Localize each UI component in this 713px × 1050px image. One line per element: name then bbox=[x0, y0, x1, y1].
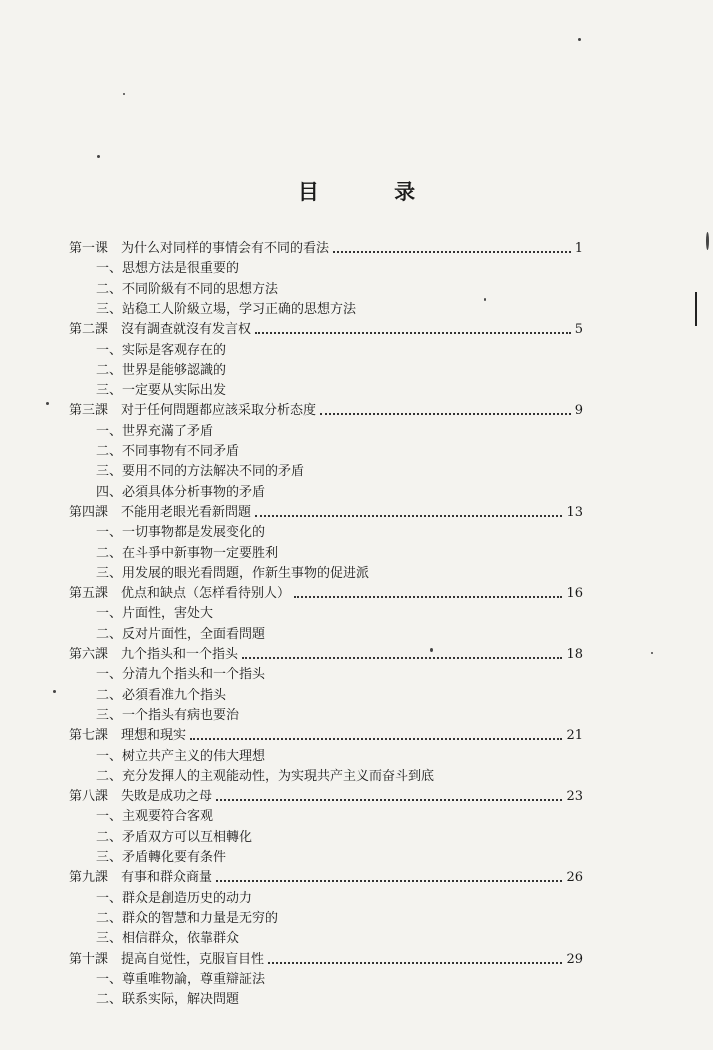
chapter-number: 第十課 bbox=[69, 951, 109, 967]
chapter-number: 第九課 bbox=[69, 870, 109, 886]
toc-section-entry: 二、必須看准九个指头 bbox=[96, 687, 227, 703]
toc-section-entry: 二、不同事物有不同矛盾 bbox=[96, 444, 240, 459]
toc-section-entry: 一、分清九个指头和一个指头 bbox=[96, 667, 266, 683]
page-number: 13 bbox=[566, 504, 583, 520]
toc-section-entry: 二、反对片面性，全面看問題 bbox=[96, 626, 266, 642]
toc-section-entry: 二、世界是能够認識的 bbox=[96, 362, 227, 378]
scan-mark bbox=[695, 292, 697, 326]
chapter-number: 第六課 bbox=[69, 647, 109, 662]
dot-leader bbox=[255, 332, 571, 334]
dot-leader bbox=[216, 880, 562, 882]
toc-section-entry: 三、相信群众，依靠群众 bbox=[96, 931, 240, 947]
page-title: 目 录 bbox=[297, 180, 450, 204]
page-number: 18 bbox=[566, 647, 583, 662]
page-number: 1 bbox=[574, 241, 583, 256]
dot-leader bbox=[268, 962, 562, 964]
toc-chapter-entry bbox=[69, 787, 583, 807]
chapter-number: 第四課 bbox=[69, 504, 109, 520]
page-number: 5 bbox=[574, 322, 583, 338]
chapter-title: 沒有調查就沒有发言权 bbox=[121, 322, 252, 338]
toc-section-entry: 一、尊重唯物論，尊重辯証法 bbox=[96, 971, 266, 987]
toc-section-entry: 二、不同阶級有不同的思想方法 bbox=[96, 281, 279, 297]
toc-chapter-entry bbox=[69, 726, 583, 746]
toc-section-entry: 三、一定要从实际出发 bbox=[96, 383, 227, 399]
toc-chapter-entry bbox=[69, 584, 583, 604]
toc-section-entry: 一、思想方法是很重要的 bbox=[96, 261, 240, 277]
toc-section-entry: 一、树立共产主义的伟大理想 bbox=[96, 748, 266, 764]
chapter-title: 失敗是成功之母 bbox=[121, 789, 213, 805]
scan-mark bbox=[706, 232, 709, 250]
toc-section-entry: 二、联系实际，解决問題 bbox=[96, 992, 240, 1008]
toc-chapter-entry bbox=[69, 320, 583, 340]
toc-chapter-entry bbox=[69, 239, 583, 259]
scan-speck bbox=[46, 402, 49, 405]
toc-chapter-entry bbox=[69, 401, 583, 421]
scan-speck bbox=[430, 648, 433, 652]
toc-section-entry: 二、群众的智慧和力量是无穷的 bbox=[96, 910, 279, 926]
toc-section-entry: 一、片面性，害处大 bbox=[96, 606, 214, 622]
page-number: 29 bbox=[566, 951, 583, 967]
toc-chapter-entry bbox=[69, 645, 583, 665]
toc-section-entry: 二、充分发揮人的主观能动性，为实現共产主义而奋斗到底 bbox=[96, 768, 435, 784]
toc-section-entry: 四、必須具体分析事物的矛盾 bbox=[96, 484, 266, 500]
chapter-number: 第三課 bbox=[69, 403, 109, 419]
scan-speck bbox=[484, 298, 486, 301]
scan-speck bbox=[53, 690, 56, 693]
toc-section-entry: 一、一切事物都是发展变化的 bbox=[96, 525, 266, 541]
scan-speck bbox=[97, 155, 100, 158]
dot-leader bbox=[190, 738, 562, 740]
page-number: 21 bbox=[566, 728, 583, 744]
toc-chapter-entry bbox=[69, 868, 583, 888]
toc-section-entry: 一、世界充滿了矛盾 bbox=[96, 423, 214, 439]
chapter-title: 为什么对同样的事情会有不同的看法 bbox=[121, 241, 330, 256]
dot-leader bbox=[333, 251, 571, 253]
toc-section-entry: 二、在斗爭中新事物一定要胜利 bbox=[96, 545, 279, 561]
dot-leader bbox=[320, 413, 571, 415]
chapter-number: 第五課 bbox=[69, 586, 109, 602]
toc-section-entry: 三、用发展的眼光看問題，作新生事物的促进派 bbox=[96, 565, 370, 581]
toc-section-entry: 三、要用不同的方法解决不同的矛盾 bbox=[96, 464, 305, 480]
scan-speck bbox=[651, 652, 653, 654]
dot-leader bbox=[216, 799, 562, 801]
chapter-title: 理想和現实 bbox=[121, 728, 187, 744]
toc-section-entry: 一、主观要符合客观 bbox=[96, 809, 214, 825]
scan-speck bbox=[578, 38, 581, 41]
chapter-number: 第二課 bbox=[69, 322, 109, 338]
dot-leader bbox=[242, 657, 562, 659]
scan-speck bbox=[123, 93, 125, 95]
toc-section-entry: 一、实际是客观存在的 bbox=[96, 342, 227, 358]
toc-section-entry: 一、群众是創造历史的动力 bbox=[96, 890, 253, 906]
chapter-title: 提高自觉性，克服盲目性 bbox=[121, 951, 265, 967]
toc-section-entry: 三、站稳工人阶級立場，学习正确的思想方法 bbox=[96, 301, 357, 317]
chapter-number: 第八課 bbox=[69, 789, 109, 805]
toc-section-entry: 三、矛盾轉化要有条件 bbox=[96, 850, 227, 865]
page-number: 9 bbox=[574, 403, 583, 419]
page-number: 16 bbox=[566, 586, 583, 602]
chapter-number: 第一课 bbox=[69, 241, 109, 256]
toc-section-entry: 三、一个指头有病也要治 bbox=[96, 707, 240, 723]
page-number: 26 bbox=[566, 870, 583, 886]
chapter-number: 第七課 bbox=[69, 728, 109, 744]
toc-section-entry: 二、矛盾双方可以互相轉化 bbox=[96, 829, 253, 845]
dot-leader bbox=[294, 596, 562, 598]
toc-chapter-entry bbox=[69, 503, 583, 523]
chapter-title: 优点和缺点（怎样看待别人） bbox=[121, 586, 291, 602]
chapter-title: 对于任何問題都应該采取分析态度 bbox=[121, 403, 317, 419]
dot-leader bbox=[255, 515, 562, 517]
chapter-title: 九个指头和一个指头 bbox=[121, 647, 239, 662]
page-number: 23 bbox=[566, 789, 583, 805]
chapter-title: 不能用老眼光看新問題 bbox=[121, 504, 252, 520]
chapter-title: 有事和群众商量 bbox=[121, 870, 213, 886]
toc-chapter-entry bbox=[69, 950, 583, 970]
